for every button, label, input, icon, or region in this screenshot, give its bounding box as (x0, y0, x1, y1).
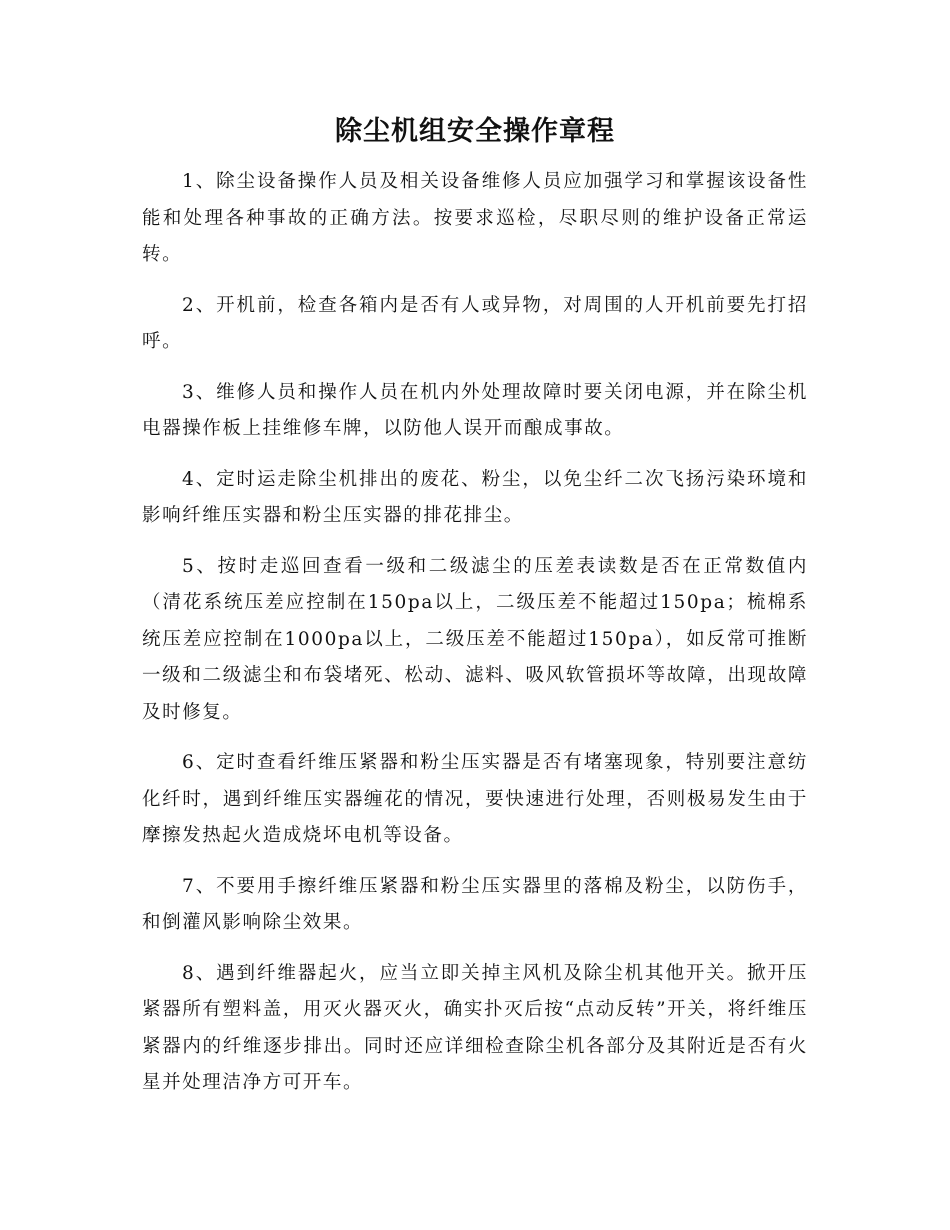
paragraph-1: 1、除尘设备操作人员及相关设备维修人员应加强学习和掌握该设备性能和处理各种事故的正确方法。按要求巡检，尽职尽则的维护设备正常运转。 (142, 171, 808, 265)
paragraph-6: 6、定时查看纤维压紧器和粉尘压实器是否有堵塞现象，特别要注意纺化纤时，遇到纤维压实器缠花的情况，要快速进行处理，否则极易发生由于摩擦发热起火造成烧坏电机等设备。 (142, 752, 808, 846)
document-page (142, 110, 808, 1116)
paragraph-5: 5、按时走巡回查看一级和二级滤尘的压差表读数是否在正常数值内（清花系统压差应控制在150pa以上，二级压差不能超过150pa；梳棉系统压差应控制在1000pa以上，二级压差不能超过150pa），如反常可推断一级和二级滤尘和布袋堵死、松动、滤料、吸风软管损坏等故障，出现故障及时修复。 (142, 555, 808, 723)
paragraph-7: 7、不要用手擦纤维压紧器和粉尘压实器里的落棉及粉尘，以防伤手，和倒灌风影响除尘效果。 (142, 875, 808, 933)
paragraph-4: 4、定时运走除尘机排出的废花、粉尘，以免尘纤二次飞扬污染环境和影响纤维压实器和粉尘压实器的排花排尘。 (142, 468, 808, 526)
paragraph-2: 2、开机前，检查各箱内是否有人或异物，对周围的人开机前要先打招呼。 (142, 294, 808, 352)
paragraph-8: 8、遇到纤维器起火，应当立即关掉主风机及除尘机其他开关。掀开压紧器所有塑料盖，用灭火器灭火，确实扑灭后按“点动反转”开关，将纤维压紧器内的纤维逐步排出。同时还应详细检查除尘机各部分及其附近是否有火星并处理洁净方可开车。 (142, 962, 808, 1093)
paragraph-3: 3、维修人员和操作人员在机内外处理故障时要关闭电源，并在除尘机电器操作板上挂维修车牌，以防他人误开而酿成事故。 (142, 381, 808, 439)
document-title: 除尘机组安全操作章程 (335, 116, 615, 147)
